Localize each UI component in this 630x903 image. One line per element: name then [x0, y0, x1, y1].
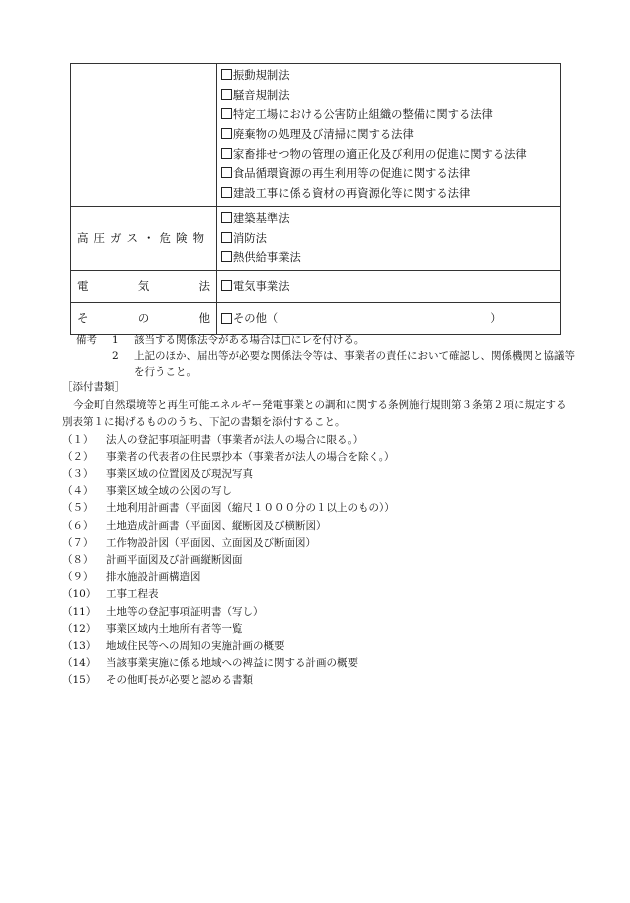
- attachments-intro: 今金町自然環境等と再生可能エネルギー発電事業との調和に関する条例施行規則第３条第２項に規定する別表第１に掲げるもののうち、下記の書類を添付すること。: [62, 399, 567, 429]
- row-label-cell: [71, 302, 217, 334]
- checkbox[interactable]: [221, 167, 232, 178]
- attachment-text: 当該事業実施に係る地域への裨益に関する計画の概要: [106, 657, 358, 670]
- attachment-text: 計画平面図及び計画縦断図面: [106, 554, 243, 567]
- label-char: 他: [198, 311, 210, 326]
- attachment-text: 法人の登記事項証明書（事業者が法人の場合に限る。）: [106, 433, 364, 446]
- law-item: [221, 105, 560, 125]
- checkbox[interactable]: [221, 280, 232, 291]
- checkbox[interactable]: [221, 89, 232, 100]
- note-number: 2: [112, 350, 119, 362]
- notes-heading: 備考: [76, 334, 97, 346]
- label-char: そ: [77, 311, 89, 326]
- table-row: [71, 302, 561, 334]
- label-char: 法: [198, 279, 210, 294]
- attachment-text: 事業者の代表者の住民票抄本（事業者が法人の場合を除く。）: [106, 450, 395, 463]
- table-row: [71, 270, 561, 302]
- other-label: その他（: [233, 311, 279, 325]
- checkbox[interactable]: [221, 69, 232, 80]
- law-list: [217, 64, 560, 206]
- attachment-number: （15）: [62, 674, 97, 687]
- attachment-item: [62, 432, 574, 449]
- attachment-number: （13）: [62, 640, 97, 653]
- attachment-item: [62, 655, 574, 672]
- law-label: 建築基準法: [233, 211, 290, 225]
- law-label: 電気事業法: [233, 279, 290, 293]
- label-char: 電: [77, 279, 89, 294]
- attachment-number: （11）: [62, 605, 97, 618]
- laws-table: [70, 63, 561, 335]
- attachment-number: （10）: [62, 588, 97, 601]
- law-label: 特定工場における公害防止組織の整備に関する法律: [233, 108, 493, 122]
- law-label: 家畜排せつ物の管理の適正化及び利用の促進に関する法律: [233, 147, 527, 161]
- laws-cell: [217, 64, 561, 207]
- table-row: [71, 206, 561, 270]
- attachment-text: 土地造成計画書（平面図、縦断図及び横断図）: [106, 519, 327, 532]
- attachment-item: [62, 449, 574, 466]
- row-label: [77, 278, 210, 294]
- row-label-cell: [71, 270, 217, 302]
- attachment-text: 土地等の登記事項証明書（写し）: [106, 605, 264, 618]
- attachment-number: （12）: [62, 622, 97, 635]
- law-item: [221, 209, 560, 229]
- attachment-item: [62, 552, 574, 569]
- law-item: [221, 277, 560, 297]
- label-char: 気: [137, 279, 150, 294]
- law-list: [217, 307, 560, 331]
- laws-cell: [217, 270, 561, 302]
- checkbox[interactable]: [221, 187, 232, 198]
- attachment-text: 土地利用計画書（平面図（縮尺１０００分の１以上のもの））: [106, 502, 395, 515]
- attachment-text: 事業区域の位置図及び現況写真: [106, 468, 253, 481]
- law-label: 廃棄物の処理及び清掃に関する法律: [233, 128, 414, 142]
- attachment-number: （７）: [62, 536, 94, 549]
- law-list: [217, 275, 560, 299]
- notes: [76, 332, 576, 380]
- law-list: [217, 207, 560, 270]
- attachment-number: （４）: [62, 485, 94, 498]
- law-label: 騒音規制法: [233, 88, 290, 102]
- attachment-number: （８）: [62, 554, 94, 567]
- attachment-number: （５）: [62, 502, 94, 515]
- note-item: [76, 332, 576, 348]
- law-item: [221, 229, 560, 249]
- checkbox[interactable]: [221, 108, 232, 119]
- law-item: [221, 145, 560, 165]
- attachment-number: （６）: [62, 519, 94, 532]
- laws-cell: [217, 206, 561, 270]
- law-item: [221, 125, 560, 145]
- checkbox[interactable]: [221, 251, 232, 262]
- attachment-number: （９）: [62, 571, 94, 584]
- attachment-item: [62, 638, 574, 655]
- law-item: [221, 86, 560, 106]
- law-item-other: [221, 309, 560, 329]
- attachment-number: （２）: [62, 450, 94, 463]
- note-text: 上記のほか、届出等が必要な関係法令等は、事業者の責任において確認し、関係機関と協議等を行うこと。: [134, 350, 575, 378]
- attachment-item: [62, 621, 574, 638]
- attachment-item: [62, 672, 574, 689]
- law-label: 消防法: [233, 231, 267, 245]
- label-char: の: [137, 311, 150, 326]
- attachment-item: [62, 586, 574, 603]
- note-item: [76, 348, 576, 380]
- attachments-title: ［添付書類］: [62, 381, 125, 393]
- attachment-text: 工事工程表: [106, 588, 159, 601]
- row-label: [77, 310, 210, 326]
- checkbox[interactable]: [221, 148, 232, 159]
- attachment-item: [62, 604, 574, 621]
- attachment-item: [62, 518, 574, 535]
- attachment-text: その他町長が必要と認める書類: [106, 674, 253, 687]
- attachment-item: [62, 569, 574, 586]
- other-close-paren: ）: [490, 311, 502, 325]
- checkbox[interactable]: [221, 232, 232, 243]
- attachment-item: [62, 535, 574, 552]
- row-label-wrap: [71, 230, 216, 246]
- checkbox[interactable]: [221, 212, 232, 223]
- attachment-item: [62, 483, 574, 500]
- attachment-text: 事業区域全域の公図の写し: [106, 485, 232, 498]
- row-label-cell: [71, 206, 217, 270]
- attachment-text: 工作物設計図（平面図、立面図及び断面図）: [106, 536, 316, 549]
- table-row: [71, 64, 561, 207]
- attachment-number: （14）: [62, 657, 97, 670]
- laws-cell: [217, 302, 561, 334]
- attachments-section: [62, 379, 574, 690]
- attachment-number: （１）: [62, 433, 94, 446]
- law-label: 建設工事に係る資材の再資源化等に関する法律: [233, 187, 471, 201]
- checkbox[interactable]: [221, 128, 232, 139]
- attachment-text: 排水施設計画構造図: [106, 571, 201, 584]
- law-label: 食品循環資源の再生利用等の促進に関する法律: [233, 167, 471, 181]
- law-label: 熱供給事業法: [233, 251, 301, 265]
- attachment-text: 事業区域内土地所有者等一覧: [106, 622, 243, 635]
- attachments-list: [62, 432, 574, 690]
- attachment-number: （３）: [62, 468, 94, 481]
- row-label: 高圧ガス・危険物: [77, 231, 209, 246]
- law-item: [221, 248, 560, 268]
- note-text: 該当する関係法令がある場合は□にレを付ける。: [134, 334, 365, 346]
- checkbox[interactable]: [221, 313, 232, 324]
- row-label-wrap: [71, 310, 216, 326]
- attachment-text: 地域住民等への周知の実施計画の概要: [106, 640, 285, 653]
- row-label-cell: [71, 64, 217, 207]
- law-item: [221, 66, 560, 86]
- law-label: 振動規制法: [233, 69, 290, 82]
- note-number: 1: [112, 334, 119, 346]
- attachment-item: [62, 466, 574, 483]
- law-item: [221, 184, 560, 204]
- note-head-spacer: [76, 348, 112, 380]
- attachment-item: [62, 500, 574, 517]
- row-label-wrap: [71, 278, 216, 294]
- law-item: [221, 164, 560, 184]
